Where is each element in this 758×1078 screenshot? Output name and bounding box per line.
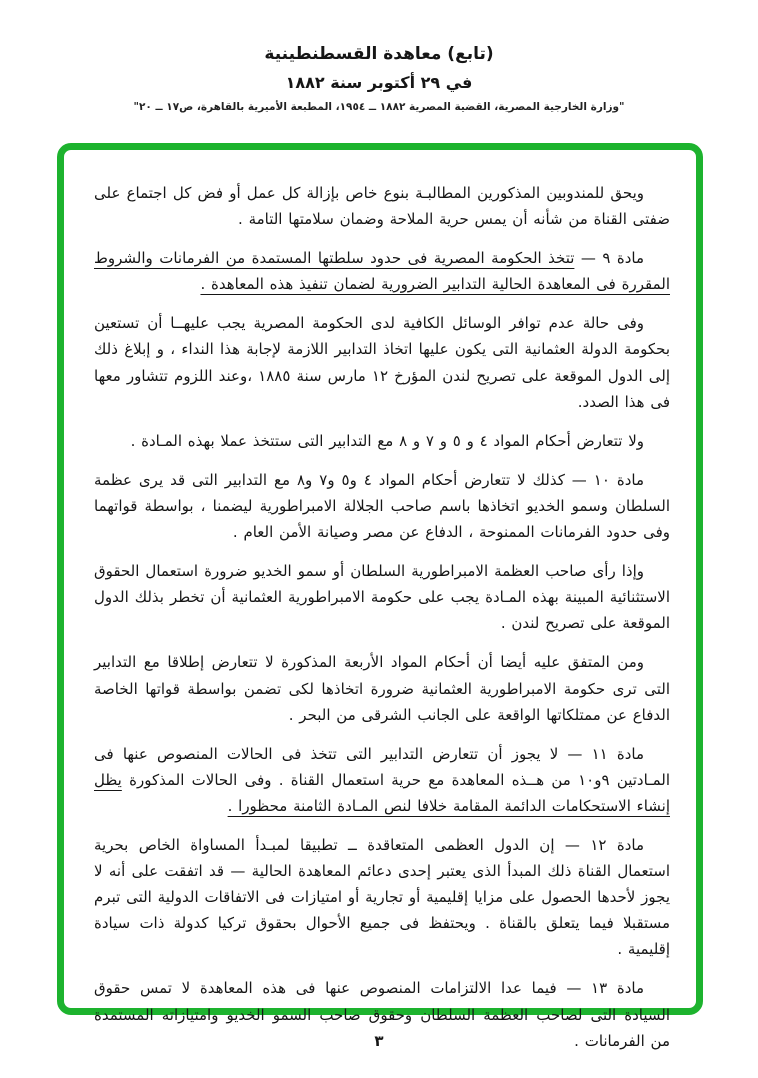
body-text: ولا تتعارض أحكام المواد ٤ و ٥ و ٧ و ٨ مع التدابير التى ستتخذ عملا بهذه المـادة . [130,431,644,450]
page-number: ٣ [374,1032,384,1050]
treaty-paragraph [94,649,670,727]
page-footer [0,1032,758,1050]
treaty-paragraph [94,245,670,297]
document-header [0,0,758,113]
highlight-box [57,143,703,1050]
treaty-paragraph [94,180,670,232]
treaty-paragraph [94,428,670,454]
body-text: ومن المتفق عليه أيضا أن أحكام المواد الأربعة المذكورة لا تتعارض إطلاقا مع التدابير التى ترى حكومة الامبراطورية العثمانية ضرورة اتخاذها لكى تضمن بواسطة قواتها الخاصة الدفاع عن ممتلكاتها الواقعة على الجانب الشرقى من البحر . [94,653,670,724]
body-text: مادة ١٢ — إن الدول العظمى المتعاقدة ــ تطبيقا لمبـدأ المساواة الخاص بحرية استعمال القناة ذلك المبدأ الذى يعتبر إحدى دعائم المعاهدة الحالية — قد اتفقت على أنه لا يجوز لأحدها الحصول على مزايا إقليمية أو تجارية أو امتيازات فى الاتفاقات الدولية التى تبرم مستقبلا فيما يتعلق بالقناة . ويحتفظ فى جميع الأحوال بحقوق تركيا كدولة ذات سيادة إقليمية . [94,835,670,959]
body-text: مادة ٩ — [574,249,644,268]
treaty-text [94,180,670,1054]
underlined-text: تتخذ الحكومة المصرية فى حدود سلطتها المستمدة من الفرمانات والشروط المقررة فى المعاهدة الحالية التدابير الضرورية لضمان تنفيذ هذه المعاهدة . [94,249,670,294]
treaty-paragraph [94,832,670,962]
underlined-text: يظل إنشاء الاستحكامات الدائمة المقامة خلافا لنص المـادة الثامنة محظورا . [94,770,670,815]
body-text: وفى حالة عدم توافر الوسائل الكافية لدى الحكومة المصرية يجب عليهــا أن تستعين بحكومة الدولة العثمانية التى يكون عليها اتخاذ التدابير اللازمة لإجابة هذا النداء ، و إبلاغ ذلك إلى الدول الموقعة على تصريح لندن المؤرخ ١٢ مارس سنة ١٨٨٥ ،وعند اللزوم تتشاور معها فى هذا الصدد. [94,314,670,411]
source-citation: "وزارة الخارجية المصرية، القضية المصرية ١٨٨٢ ــ ١٩٥٤، المطبعة الأميرية بالقاهرة، ص١٧ ــ ٢٠" [133,101,625,113]
body-text: مادة ١١ — لا يجوز أن تتعارض التدابير التى تتخذ فى الحالات المنصوص عنها فى المـادتين ٩و١٠ من هــذه المعاهدة مع حرية استعمال القناة . وفى الحالات المذكورة [94,744,670,789]
body-text: مادة ١٠ — كذلك لا تتعارض أحكام المواد ٤ و٥ و٧ و٨ مع التدابير التى قد يرى عظمة السلطان وسمو الخديو اتخاذها باسم صاحب الجلالة الامبراطورية ليضمنا ، بواسطة قواتهما وفى حدود الفرمانات الممنوحة ، الدفاع عن مصر وصيانة الأمن العام . [94,470,670,542]
document-date: في ٢٩ أكتوبر سنة ١٨٨٢ [285,73,473,92]
treaty-paragraph [94,467,670,545]
body-text: مادة ١٣ — فيما عدا الالتزامات المنصوص عنها فى هذه المعاهدة لا تمس حقوق السيادة التى لصاحب العظمة السلطان وحقوق صاحب السمو الخديو وامتيازاته المستمدة من الفرمانات . [94,979,670,1050]
body-text: ويحق للمندوبين المذكورين المطالبـة بنوع خاص بإزالة كل عمل أو فض كل اجتماع على ضفتى القناة من شأنه أن يمس حرية الملاحة وضمان سلامتها التامة . [94,184,670,229]
document-title: (تابع) معاهدة القسطنطينية [264,44,494,64]
treaty-paragraph [94,310,670,414]
body-text: وإذا رأى صاحب العظمة الامبراطورية السلطان أو سمو الخديو ضرورة استعمال الحقوق الاستثنائية المبينة بهذه المـادة يجب على حكومة الامبراطورية العثمانية أن تخطر بذلك الدول الموقعة على تصريح لندن . [94,562,670,633]
treaty-paragraph [94,741,670,819]
treaty-paragraph [94,558,670,636]
